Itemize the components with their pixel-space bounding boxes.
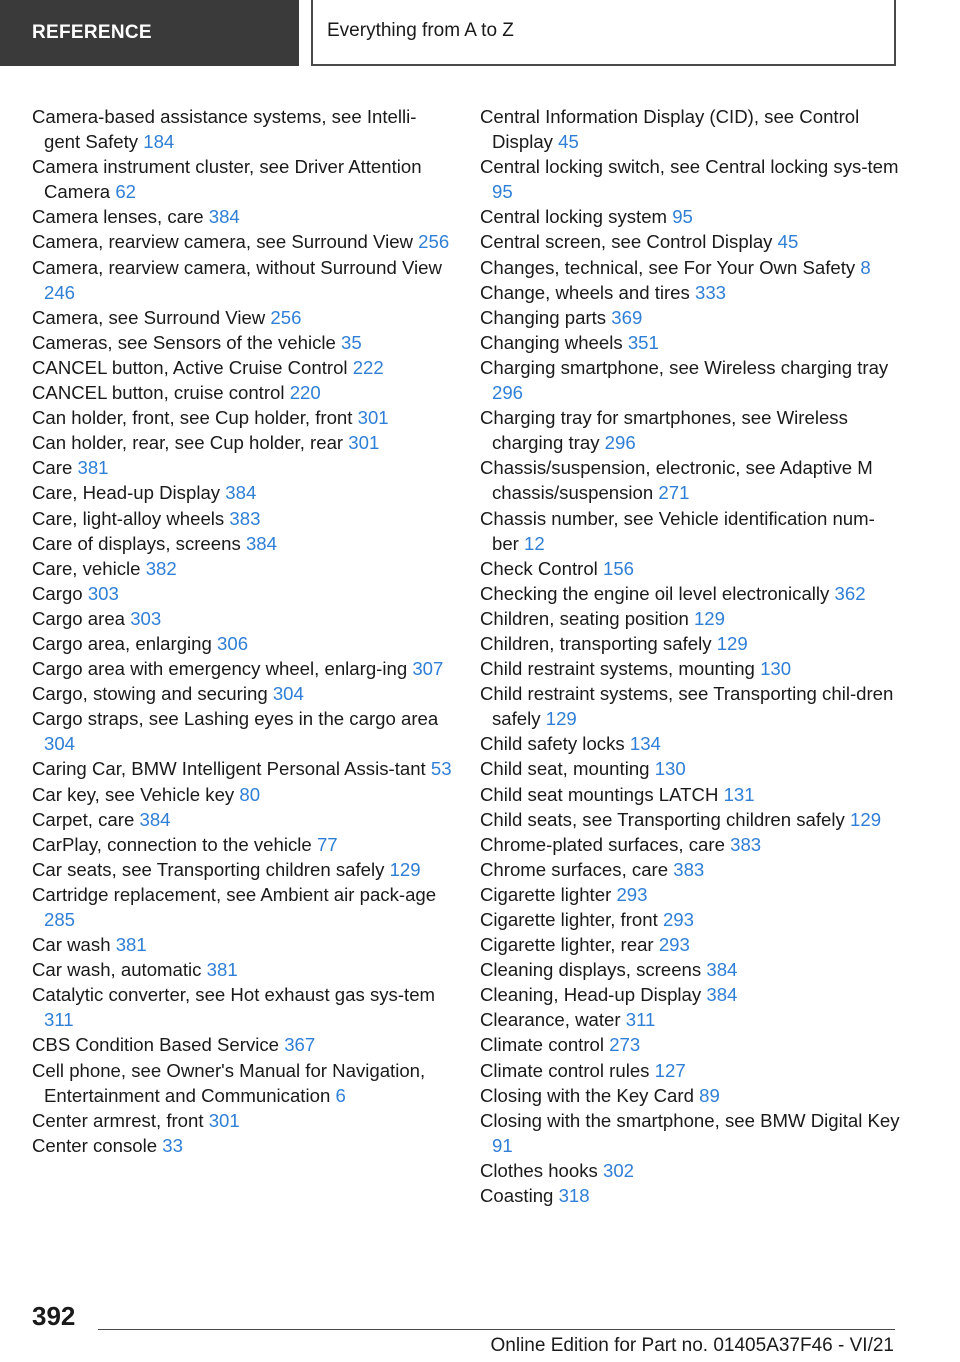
page-reference-link[interactable]: 127 bbox=[654, 1059, 686, 1081]
index-term: Climate control rules bbox=[480, 1059, 650, 1081]
index-term: Camera, rearview camera, without Surround View bbox=[32, 256, 442, 278]
page-reference-link[interactable]: 383 bbox=[229, 507, 261, 529]
page-reference-link[interactable]: 95 bbox=[672, 206, 693, 228]
index-term: Car wash bbox=[32, 934, 111, 956]
index-term: Check Control bbox=[480, 557, 598, 579]
index-entry bbox=[32, 204, 452, 229]
index-entry bbox=[480, 280, 900, 305]
index-entry bbox=[480, 857, 900, 882]
page-reference-link[interactable]: 273 bbox=[609, 1034, 641, 1056]
index-entry bbox=[32, 706, 452, 756]
index-entry bbox=[480, 506, 900, 556]
index-term: Center console bbox=[32, 1134, 158, 1156]
index-entry bbox=[32, 1058, 452, 1108]
index-term: Care, vehicle bbox=[32, 557, 141, 579]
index-entry bbox=[32, 782, 452, 807]
index-entry bbox=[32, 255, 452, 305]
page-reference-link[interactable]: 129 bbox=[716, 632, 748, 654]
index-entry bbox=[32, 480, 452, 505]
index-term: Chassis/suspension, electronic, see Adaptive M chassis/suspension bbox=[480, 457, 873, 504]
page-reference-link[interactable]: 384 bbox=[208, 206, 240, 228]
index-term: Cargo bbox=[32, 582, 83, 604]
index-term: Child restraint systems, mounting bbox=[480, 658, 755, 680]
index-column-right bbox=[480, 104, 900, 1208]
page-reference-link[interactable]: 89 bbox=[699, 1084, 720, 1106]
index-term: Center armrest, front bbox=[32, 1109, 204, 1131]
footer-divider bbox=[98, 1329, 895, 1330]
index-term: Chassis number, see Vehicle identification num‐ber bbox=[480, 507, 875, 554]
index-entry bbox=[32, 756, 452, 781]
index-term: Care, Head-up Display bbox=[32, 482, 221, 504]
page-reference-link[interactable]: 382 bbox=[145, 557, 177, 579]
index-entry bbox=[480, 932, 900, 957]
index-entry bbox=[480, 681, 900, 731]
index-entry bbox=[480, 255, 900, 280]
index-entry bbox=[32, 229, 452, 254]
index-term: Carpet, care bbox=[32, 808, 135, 830]
page-reference-link[interactable]: 351 bbox=[627, 331, 659, 353]
edition-note: Online Edition for Part no. 01405A37F46 - VI/21 bbox=[490, 1335, 894, 1356]
page-reference-link[interactable]: 304 bbox=[44, 733, 76, 755]
chapter-title: Everything from A to Z bbox=[311, 0, 896, 66]
index-term: Child restraint systems, see Transporting chil‐dren safely bbox=[480, 683, 894, 730]
index-entry bbox=[32, 606, 452, 631]
index-term: Charging tray for smartphones, see Wireless charging tray bbox=[480, 407, 848, 454]
index-term: Camera, see Surround View bbox=[32, 306, 266, 328]
page-reference-link[interactable]: 293 bbox=[658, 934, 690, 956]
page-reference-link[interactable]: 383 bbox=[730, 833, 762, 855]
index-term: Care, light-alloy wheels bbox=[32, 507, 225, 529]
page-number: 392 bbox=[32, 1301, 76, 1331]
index-term: Charging smartphone, see Wireless charging tray bbox=[480, 356, 889, 378]
index-term: Cigarette lighter, front bbox=[480, 909, 658, 930]
index-entry bbox=[32, 1108, 452, 1133]
page-reference-link[interactable]: 222 bbox=[352, 356, 384, 378]
page-reference-link[interactable]: 293 bbox=[616, 883, 648, 905]
page-reference-link[interactable]: 129 bbox=[389, 858, 421, 880]
index-term: Cleaning, Head-up Display bbox=[480, 984, 702, 1006]
index-term: Caring Car, BMW Intelligent Personal Assis‐tant bbox=[32, 758, 426, 780]
index-entry bbox=[480, 305, 900, 330]
index-term: Cargo area bbox=[32, 607, 126, 629]
page-reference-link[interactable]: 311 bbox=[625, 1009, 656, 1031]
page-reference-link[interactable]: 130 bbox=[654, 758, 686, 780]
index-entry bbox=[32, 681, 452, 706]
index-term: Changing parts bbox=[480, 306, 607, 328]
page-reference-link[interactable]: 293 bbox=[662, 909, 694, 930]
page-reference-link[interactable]: 95 bbox=[492, 181, 513, 203]
index-term: Children, transporting safely bbox=[480, 632, 712, 654]
index-term: Care of displays, screens bbox=[32, 532, 241, 554]
index-entry bbox=[32, 932, 452, 957]
index-entry bbox=[480, 1108, 900, 1158]
index-term: Clothes hooks bbox=[480, 1159, 598, 1181]
page-reference-link[interactable]: 220 bbox=[289, 382, 321, 404]
index-entry bbox=[32, 857, 452, 882]
index-entry bbox=[480, 807, 900, 832]
index-entry bbox=[32, 405, 452, 430]
index-entry bbox=[32, 104, 452, 154]
index-term: Child seat mountings LATCH bbox=[480, 783, 719, 805]
index-term: Car key, see Vehicle key bbox=[32, 783, 235, 805]
index-entry bbox=[480, 154, 900, 204]
index-term: Closing with the smartphone, see BMW Digital Key bbox=[480, 1109, 900, 1131]
index-term: Car wash, automatic bbox=[32, 959, 202, 981]
page-reference-link[interactable]: 306 bbox=[217, 632, 249, 654]
index-term: Child seat, mounting bbox=[480, 758, 650, 780]
page-reference-link[interactable]: 303 bbox=[87, 582, 119, 604]
index-term: Central locking system bbox=[480, 206, 668, 228]
index-entry bbox=[480, 907, 900, 932]
index-term: Child seats, see Transporting children safely bbox=[480, 808, 845, 830]
index-term: Can holder, front, see Cup holder, front bbox=[32, 407, 353, 429]
page-reference-link[interactable]: 301 bbox=[357, 407, 389, 429]
index-term: Chrome surfaces, care bbox=[480, 858, 669, 880]
index-entry bbox=[480, 982, 900, 1007]
index-term: CBS Condition Based Service bbox=[32, 1034, 280, 1056]
index-entry bbox=[32, 380, 452, 405]
index-entry bbox=[480, 355, 900, 405]
index-entry bbox=[480, 1007, 900, 1032]
index-term: Changing wheels bbox=[480, 331, 623, 353]
index-entry bbox=[480, 782, 900, 807]
page-reference-link[interactable]: 384 bbox=[225, 482, 257, 504]
index-term: Changes, technical, see For Your Own Safety bbox=[480, 256, 856, 278]
index-entry bbox=[32, 506, 452, 531]
index-term: Change, wheels and tires bbox=[480, 281, 690, 303]
page-reference-link[interactable]: 296 bbox=[604, 432, 636, 454]
index-entry bbox=[32, 982, 452, 1032]
page-reference-link[interactable]: 91 bbox=[492, 1134, 513, 1156]
index-term: Closing with the Key Card bbox=[480, 1084, 694, 1106]
page-reference-link[interactable]: 62 bbox=[115, 181, 136, 203]
page-reference-link[interactable]: 304 bbox=[272, 683, 304, 705]
index-entry bbox=[32, 656, 452, 681]
page-reference-link[interactable]: 362 bbox=[834, 582, 866, 604]
page-reference-link[interactable]: 6 bbox=[335, 1084, 346, 1106]
index-entry bbox=[32, 355, 452, 380]
index-term: Camera lenses, care bbox=[32, 206, 204, 228]
page-reference-link[interactable]: 302 bbox=[603, 1159, 635, 1181]
index-entry bbox=[32, 430, 452, 455]
index-term: Coasting bbox=[480, 1185, 554, 1207]
page-reference-link[interactable]: 301 bbox=[348, 432, 380, 454]
index-entry bbox=[480, 1032, 900, 1057]
page-reference-link[interactable]: 129 bbox=[850, 808, 882, 830]
page-reference-link[interactable]: 384 bbox=[139, 808, 171, 830]
page-reference-link[interactable]: 271 bbox=[658, 482, 690, 504]
index-entry bbox=[480, 556, 900, 581]
index-column-left bbox=[32, 104, 452, 1158]
index-entry bbox=[480, 104, 900, 154]
page-reference-link[interactable]: 384 bbox=[706, 984, 738, 1006]
index-term: Cargo area, enlarging bbox=[32, 632, 212, 654]
index-term: Camera instrument cluster, see Driver Attention Camera bbox=[32, 156, 422, 203]
page-reference-link[interactable]: 80 bbox=[239, 783, 261, 805]
page-reference-link[interactable]: 12 bbox=[524, 532, 545, 554]
index-entry bbox=[32, 631, 452, 656]
page-reference-link[interactable]: 381 bbox=[206, 959, 238, 981]
index-term: Cartridge replacement, see Ambient air pack‐age bbox=[32, 883, 437, 905]
page-reference-link[interactable]: 184 bbox=[143, 131, 175, 153]
page-reference-link[interactable]: 256 bbox=[270, 306, 302, 328]
index-term: CANCEL button, Active Cruise Control bbox=[32, 356, 348, 378]
index-term: Cargo area with emergency wheel, enlarg‐ing bbox=[32, 658, 408, 680]
page-reference-link[interactable]: 129 bbox=[693, 607, 725, 629]
index-term: Cameras, see Sensors of the vehicle bbox=[32, 331, 336, 353]
index-term: Catalytic converter, see Hot exhaust gas sys‐tem bbox=[32, 984, 436, 1006]
index-entry bbox=[480, 957, 900, 982]
index-entry bbox=[480, 731, 900, 756]
page-reference-link[interactable]: 367 bbox=[284, 1034, 316, 1056]
index-entry bbox=[480, 229, 900, 254]
index-entry bbox=[480, 882, 900, 907]
index-entry bbox=[480, 606, 900, 631]
page-reference-link[interactable]: 307 bbox=[412, 658, 444, 680]
index-term: Clearance, water bbox=[480, 1009, 621, 1031]
index-term: Cargo, stowing and securing bbox=[32, 683, 268, 705]
index-entry bbox=[32, 154, 452, 204]
page-reference-link[interactable]: 311 bbox=[44, 1009, 74, 1031]
page-reference-link[interactable]: 134 bbox=[629, 733, 661, 755]
index-entry bbox=[32, 531, 452, 556]
index-entry bbox=[32, 1032, 452, 1057]
page-reference-link[interactable]: 301 bbox=[208, 1109, 240, 1131]
page-header bbox=[0, 0, 960, 66]
index-entry bbox=[32, 556, 452, 581]
index-term: Can holder, rear, see Cup holder, rear bbox=[32, 432, 344, 454]
page-reference-link[interactable]: 318 bbox=[558, 1185, 590, 1207]
index-term: Climate control bbox=[480, 1034, 605, 1056]
page-reference-link[interactable]: 156 bbox=[602, 557, 635, 579]
index-entry bbox=[480, 656, 900, 681]
index-term: Cargo straps, see Lashing eyes in the cargo area bbox=[32, 708, 439, 730]
page-reference-link[interactable]: 369 bbox=[611, 306, 643, 328]
index-entry bbox=[480, 1183, 900, 1208]
page-reference-link[interactable]: 33 bbox=[162, 1134, 183, 1156]
index-term: CarPlay, connection to the vehicle bbox=[32, 833, 312, 855]
index-term: Central Information Display (CID), see Control Display bbox=[480, 106, 860, 153]
index-entry bbox=[32, 832, 452, 857]
page-reference-link[interactable]: 381 bbox=[115, 934, 147, 956]
page-reference-link[interactable]: 8 bbox=[860, 256, 871, 278]
section-title: REFERENCE bbox=[0, 0, 299, 66]
page-reference-link[interactable]: 384 bbox=[706, 959, 738, 981]
index-term: CANCEL button, cruise control bbox=[32, 382, 285, 404]
page-reference-link[interactable]: 246 bbox=[44, 281, 76, 303]
index-entry bbox=[480, 631, 900, 656]
index-entry bbox=[480, 1083, 900, 1108]
index-term: Children, seating position bbox=[480, 607, 689, 629]
page-reference-link[interactable]: 303 bbox=[130, 607, 162, 629]
index-entry bbox=[480, 1158, 900, 1183]
page-reference-link[interactable]: 35 bbox=[341, 331, 362, 353]
index-entry bbox=[32, 330, 452, 355]
index-entry bbox=[480, 204, 900, 229]
index-term: Cigarette lighter, rear bbox=[480, 934, 654, 956]
index-term: Child safety locks bbox=[480, 733, 625, 755]
page-reference-link[interactable]: 45 bbox=[777, 231, 799, 253]
page-reference-link[interactable]: 383 bbox=[673, 858, 705, 880]
page-reference-link[interactable]: 384 bbox=[245, 532, 277, 554]
index-entry bbox=[480, 581, 900, 606]
index-term: Cell phone, see Owner's Manual for Navigation, Entertainment and Communication bbox=[32, 1059, 426, 1106]
index-term: Cleaning displays, screens bbox=[480, 959, 702, 981]
index-entry bbox=[32, 957, 452, 982]
index-term: Chrome-plated surfaces, care bbox=[480, 833, 725, 855]
index-entry bbox=[32, 305, 452, 330]
index-term: Checking the engine oil level electronically bbox=[480, 582, 830, 604]
index-term: Camera-based assistance systems, see Intelli‐gent Safety bbox=[32, 106, 417, 153]
index-entry bbox=[480, 405, 900, 455]
index-entry bbox=[32, 882, 452, 932]
index-entry bbox=[480, 1058, 900, 1083]
page-reference-link[interactable]: 45 bbox=[558, 131, 579, 153]
page-reference-link[interactable]: 285 bbox=[44, 909, 76, 930]
index-entry bbox=[480, 455, 900, 505]
index-term: Care bbox=[32, 457, 73, 479]
page-reference-link[interactable]: 77 bbox=[316, 833, 338, 855]
index-entry bbox=[32, 807, 452, 832]
page-reference-link[interactable]: 296 bbox=[492, 382, 524, 404]
page-reference-link[interactable]: 256 bbox=[418, 231, 450, 253]
page-reference-link[interactable]: 53 bbox=[430, 758, 452, 780]
page-reference-link[interactable]: 129 bbox=[545, 708, 577, 730]
index-entry bbox=[32, 455, 452, 480]
index-term: Camera, rearview camera, see Surround View bbox=[32, 231, 413, 253]
index-entry bbox=[480, 330, 900, 355]
page-reference-link[interactable]: 130 bbox=[760, 658, 792, 680]
page-reference-link[interactable]: 381 bbox=[77, 457, 109, 479]
index-term: Central locking switch, see Central locking sys‐tem bbox=[480, 156, 899, 178]
index-entry bbox=[480, 756, 900, 781]
index-term: Central screen, see Control Display bbox=[480, 231, 773, 253]
index-entry bbox=[480, 832, 900, 857]
page-reference-link[interactable]: 131 bbox=[723, 783, 755, 805]
index-term: Car seats, see Transporting children safely bbox=[32, 858, 385, 880]
index-entry bbox=[32, 1133, 452, 1158]
index-term: Cigarette lighter bbox=[480, 883, 612, 905]
page-reference-link[interactable]: 333 bbox=[695, 281, 727, 303]
index-entry bbox=[32, 581, 452, 606]
